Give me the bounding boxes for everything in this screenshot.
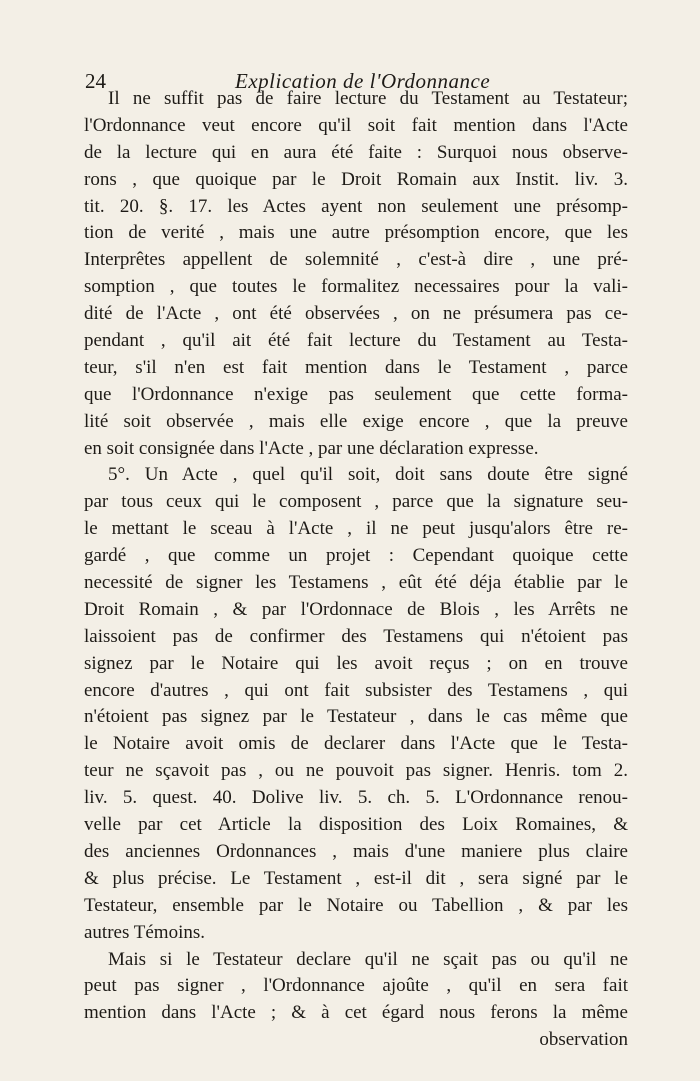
text-line: autres Témoins. — [84, 921, 206, 943]
page-number: 24 — [85, 69, 106, 93]
text-line: & plus précise. Le Testament , est-il dit , sera signé par le — [84, 867, 628, 889]
text-line: gardé , que comme un projet : Cependant quoique cette — [84, 545, 628, 567]
text-line: de la lecture qui en aura été faite : Surquoi nous observe- — [84, 141, 628, 163]
text-line: somption , que toutes le formalitez necessaires pour la vali- — [84, 276, 628, 298]
text-line: Il ne suffit pas de faire lecture du Testament au Testateur; — [108, 88, 628, 109]
text-line: Interprêtes appellent de solemnité , c'est-à dire , une pré- — [84, 249, 628, 271]
text-line: pendant , qu'il ait été fait lecture du Testament au Testa- — [84, 330, 628, 352]
text-line: dité de l'Acte , ont été observées , on ne présumera pas ce- — [84, 303, 628, 325]
text-line: teur ne sçavoit pas , ou ne pouvoit pas signer. Henris. tom 2. — [84, 760, 628, 782]
text-line: teur, s'il n'en est fait mention dans le Testament , parce — [84, 356, 628, 378]
text-line: encore d'autres , qui ont fait subsister des Testamens , qui — [84, 679, 628, 701]
text-line: que l'Ordonnance n'exige pas seulement que cette forma- — [84, 383, 628, 405]
text-line: Mais si le Testateur declare qu'il ne sçait pas ou qu'il ne — [108, 948, 628, 970]
text-line: le mettant le sceau à l'Acte , il ne peut jusqu'alors être re- — [84, 518, 628, 540]
text-line: signez par le Notaire qui les avoit reçus ; on en trouve — [84, 652, 628, 674]
text-line: tion de verité , mais une autre présomption encore, que les — [84, 222, 628, 244]
text-line: en soit consignée dans l'Acte , par une déclaration expresse. — [84, 437, 539, 459]
text-line: l'Ordonnance veut encore qu'il soit fait mention dans l'Acte — [84, 114, 628, 136]
running-title: Explication de l'Ordonnance — [235, 69, 491, 93]
text-line: par tous ceux qui le composent , parce que la signature seu- — [84, 491, 628, 513]
text-line: tit. 20. §. 17. les Actes ayent non seulement une présomp- — [84, 195, 628, 217]
text-line: laissoient pas de confirmer des Testamens qui n'étoient pas — [84, 625, 628, 647]
catchword: observation — [539, 1029, 628, 1051]
body-text — [84, 86, 628, 1054]
text-line: mention dans l'Acte ; & à cet égard nous ferons la même — [84, 1002, 628, 1024]
text-line: Testateur, ensemble par le Notaire ou Tabellion , & par les — [84, 894, 628, 916]
text-line: le Notaire avoit omis de declarer dans l'Acte que le Testa- — [84, 733, 628, 755]
text-line: 5°. Un Acte , quel qu'il soit, doit sans doute être signé — [108, 464, 628, 486]
text-line: peut pas signer , l'Ordonnance ajoûte , qu'il en sera fait — [84, 975, 628, 997]
text-line: Droit Romain , & par l'Ordonnace de Blois , les Arrêts ne — [84, 598, 628, 620]
text-line: liv. 5. quest. 40. Dolive liv. 5. ch. 5. L'Ordonnance renou- — [84, 787, 628, 809]
text-line: necessité de signer les Testamens , eût été déja établie par le — [84, 572, 628, 594]
text-line: lité soit observée , mais elle exige encore , que la preuve — [84, 410, 628, 432]
text-line: n'étoient pas signez par le Testateur , dans le cas même que — [84, 706, 628, 728]
text-line: des anciennes Ordonnances , mais d'une maniere plus claire — [84, 840, 628, 862]
text-line: velle par cet Article la disposition des Loix Romaines, & — [84, 814, 628, 836]
text-line: rons , que quoique par le Droit Romain aux Instit. liv. 3. — [84, 168, 628, 190]
